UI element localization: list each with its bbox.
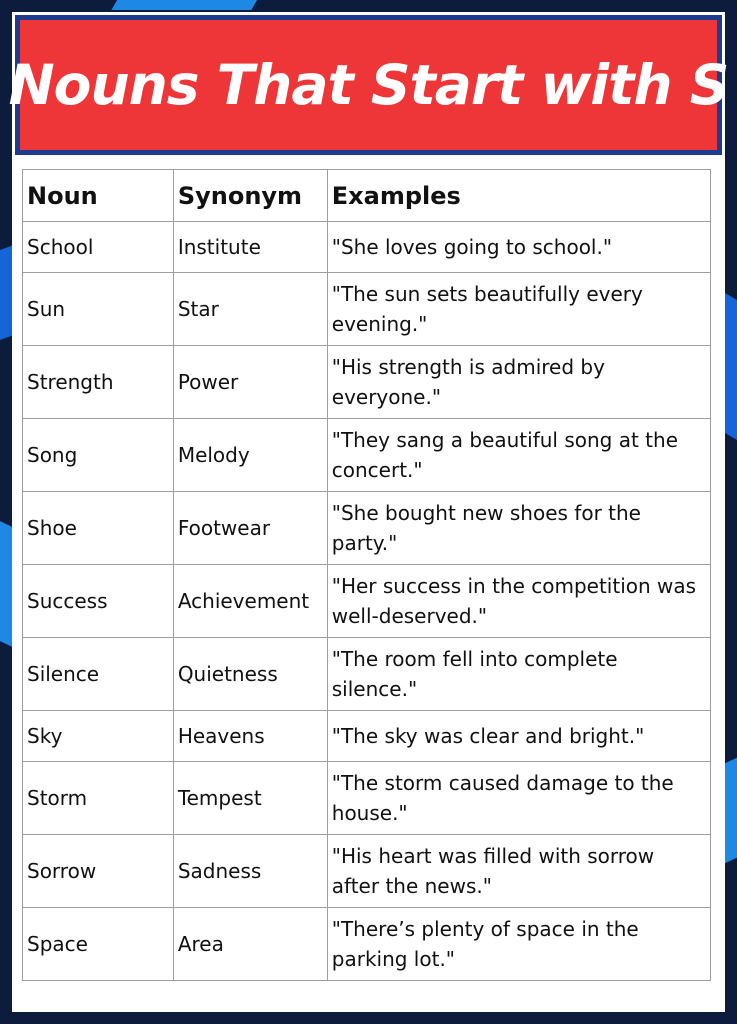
example-cell: "There’s plenty of space in the parking lot." [327,908,710,981]
synonym-cell: Area [173,908,327,981]
table-row [23,273,711,346]
table-row [23,222,711,273]
example-cell: "His heart was filled with sorrow after the news." [327,835,710,908]
noun-cell: Sun [23,273,174,346]
synonym-cell: Star [173,273,327,346]
table-row [23,835,711,908]
noun-cell: Strength [23,346,174,419]
example-cell: "She bought new shoes for the party." [327,492,710,565]
noun-cell: Storm [23,762,174,835]
title-banner [8,15,729,155]
synonym-cell: Achievement [173,565,327,638]
noun-cell: Success [23,565,174,638]
title-banner-inner [8,20,729,150]
table-row [23,908,711,981]
example-cell: "The sun sets beautifully every evening." [327,273,710,346]
noun-cell: Sorrow [23,835,174,908]
noun-cell: Shoe [23,492,174,565]
example-cell: "They sang a beautiful song at the concert." [327,419,710,492]
table-row [23,711,711,762]
synonym-cell: Tempest [173,762,327,835]
synonym-cell: Power [173,346,327,419]
example-cell: "The room fell into complete silence." [327,638,710,711]
noun-cell: Sky [23,711,174,762]
page-title: Nouns That Start with S [8,53,729,117]
background-shape [111,0,268,10]
synonym-cell: Footwear [173,492,327,565]
nouns-table [22,169,711,981]
synonym-cell: Melody [173,419,327,492]
table-row [23,565,711,638]
example-cell: "The sky was clear and bright." [327,711,710,762]
noun-cell: Space [23,908,174,981]
table-row [23,762,711,835]
synonym-cell: Quietness [173,638,327,711]
header-examples: Examples [327,170,710,222]
example-cell: "Her success in the competition was well-deserved." [327,565,710,638]
content-card [8,12,729,1012]
header-synonym: Synonym [173,170,327,222]
example-cell: "She loves going to school." [327,222,710,273]
example-cell: "His strength is admired by everyone." [327,346,710,419]
noun-cell: Silence [23,638,174,711]
noun-cell: Song [23,419,174,492]
synonym-cell: Heavens [173,711,327,762]
example-cell: "The storm caused damage to the house." [327,762,710,835]
table-row [23,419,711,492]
table-row [23,638,711,711]
noun-cell: School [23,222,174,273]
table-row [23,492,711,565]
header-noun: Noun [23,170,174,222]
synonym-cell: Sadness [173,835,327,908]
table-header-row [23,170,711,222]
synonym-cell: Institute [173,222,327,273]
table-row [23,346,711,419]
